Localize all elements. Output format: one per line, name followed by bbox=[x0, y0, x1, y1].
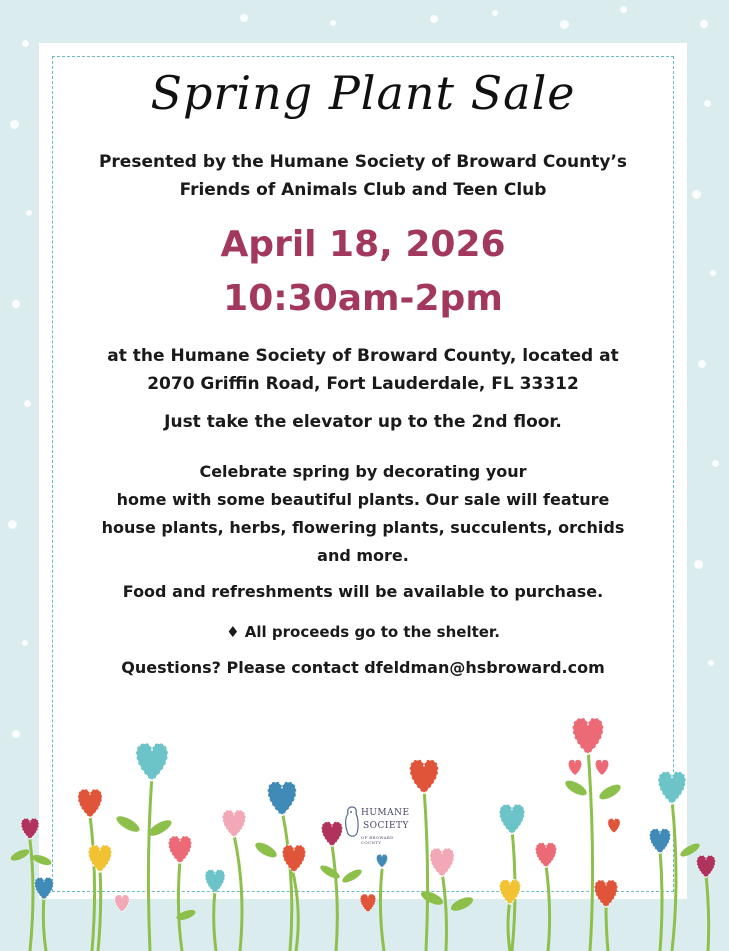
event-description bbox=[52, 458, 674, 570]
location-line-2: 2070 Griffin Road, Fort Lauderdale, FL 33312 bbox=[147, 374, 579, 394]
location-line-1: at the Humane Society of Broward County, located at bbox=[107, 346, 619, 366]
description-line-4: and more. bbox=[317, 546, 409, 565]
description-line-2: home with some beautiful plants. Our sale will feature bbox=[116, 490, 610, 509]
flyer-content bbox=[52, 56, 674, 682]
presented-by-line-1: Presented by the Humane Society of Broward County’s bbox=[98, 152, 628, 172]
presented-by bbox=[52, 148, 674, 204]
humane-society-logo bbox=[343, 803, 415, 847]
logo-line-3: OF BROWARD COUNTY bbox=[361, 835, 394, 845]
description-line-3: house plants, herbs, flowering plants, succulents, orchids bbox=[101, 518, 625, 537]
elevator-note: Just take the elevator up to the 2nd floor. bbox=[164, 412, 562, 432]
description-line-1: Celebrate spring by decorating your bbox=[199, 462, 527, 481]
logo-line-2: SOCIETY bbox=[363, 821, 409, 831]
food-note: Food and refreshments will be available to purchase. bbox=[122, 582, 604, 601]
event-datetime bbox=[52, 218, 674, 326]
event-time: 10:30am-2pm bbox=[223, 278, 503, 319]
contact-line: Questions? Please contact dfeldman@hsbroward.com bbox=[121, 658, 605, 677]
event-date: April 18, 2026 bbox=[220, 224, 506, 265]
page-title: Spring Plant Sale bbox=[150, 66, 576, 120]
proceeds-note: ♦ All proceeds go to the shelter. bbox=[226, 623, 500, 641]
dog-logo-icon bbox=[343, 805, 361, 841]
event-location bbox=[52, 342, 674, 398]
presented-by-line-2: Friends of Animals Club and Teen Club bbox=[179, 180, 547, 200]
logo-line-1: HUMANE bbox=[361, 808, 410, 818]
